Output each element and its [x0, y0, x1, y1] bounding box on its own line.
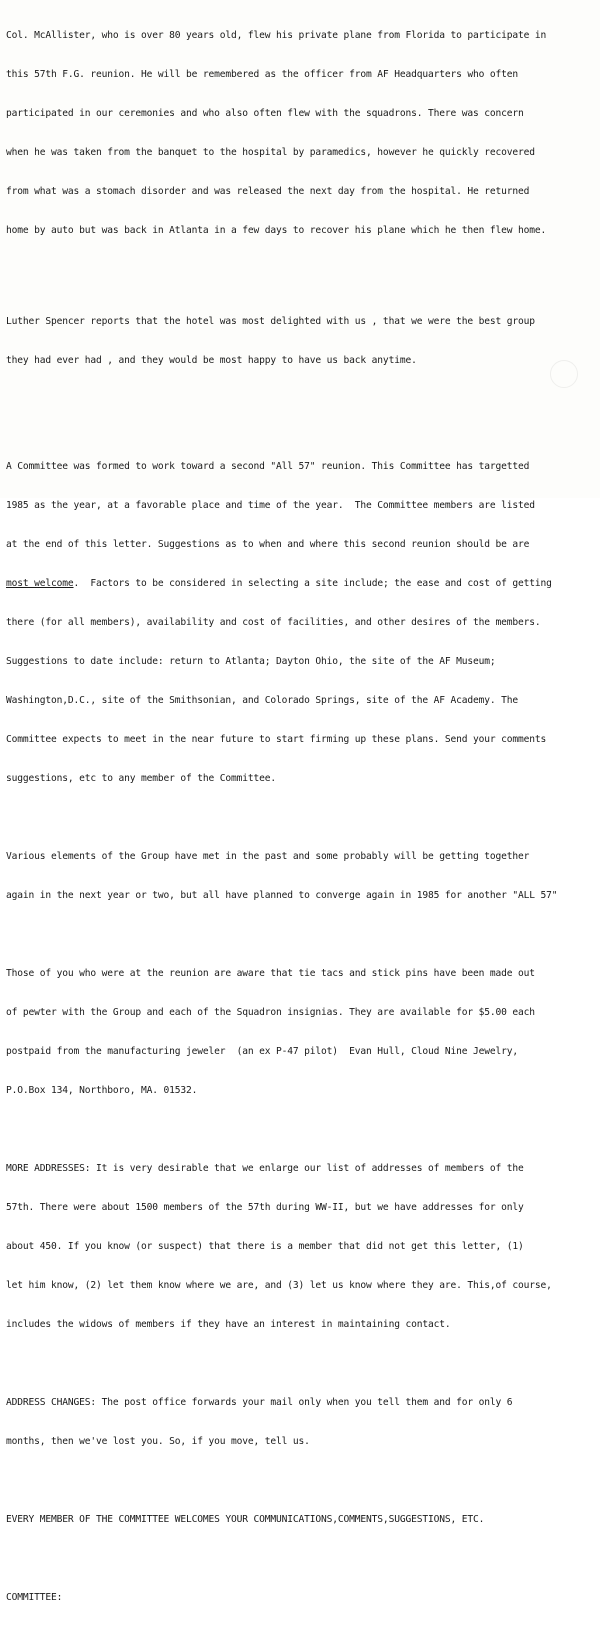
text-line: EVERY MEMBER OF THE COMMITTEE WELCOMES YOUR COMMUNICATIONS,COMMENTS,SUGGESTIONS, ETC. — [6, 1514, 485, 1525]
text-line: Luther Spencer reports that the hotel was most delighted with us , that we were the best group — [6, 316, 535, 327]
paragraph-committee — [6, 434, 600, 811]
text-line: months, then we've lost you. So, if you move, tell us. — [6, 1436, 310, 1447]
text-line: about 450. If you know (or suspect) that there is a member that did not get this letter, (1) — [6, 1241, 524, 1252]
paragraph-hotel — [6, 289, 600, 393]
paragraph-tie-tacs — [6, 941, 600, 1123]
text-line: A Committee was formed to work toward a second "All 57" reunion. This Committee has targetted — [6, 461, 530, 472]
text-line: home by auto but was back in Atlanta in a few days to recover his plane which he then flew home. — [6, 225, 547, 236]
paragraph-gap — [6, 811, 600, 824]
paragraph-address-changes — [6, 1370, 600, 1474]
text-line: participated in our ceremonies and who also often flew with the squadrons. There was concern — [6, 108, 524, 119]
paragraph-gap — [6, 928, 600, 941]
paragraph-gap — [6, 1474, 600, 1487]
text-line: Col. McAllister, who is over 80 years old, flew his private plane from Florida to participate in — [6, 30, 547, 41]
text-line: again in the next year or two, but all have planned to converge again in 1985 for another "ALL 57" — [6, 890, 558, 901]
text-line: they had ever had , and they would be most happy to have us back anytime. — [6, 355, 417, 366]
paragraph-welcome — [6, 1487, 600, 1552]
paragraph-gap — [6, 1357, 600, 1370]
text-line: when he was taken from the banquet to the hospital by paramedics, however he quickly recovered — [6, 147, 535, 158]
text-line: includes the widows of members if they have an interest in maintaining contact. — [6, 1319, 451, 1330]
text-line: most welcome. Factors to be considered in selecting a site include; the ease and cost of getting — [6, 578, 552, 589]
text-line: of pewter with the Group and each of the Squadron insignias. They are available for $5.00 each — [6, 1007, 535, 1018]
text-line: Suggestions to date include: return to Atlanta; Dayton Ohio, the site of the AF Museum; — [6, 656, 496, 667]
paragraph-gap — [6, 263, 600, 289]
paragraph-gap — [6, 393, 600, 421]
text-line: Washington,D.C., site of the Smithsonian, and Colorado Springs, site of the AF Academy. The — [6, 695, 518, 706]
paragraph-gap — [6, 1123, 600, 1136]
paragraph-more-addresses — [6, 1136, 600, 1357]
paragraph-gap — [6, 421, 600, 434]
text-line: postpaid from the manufacturing jeweler (an ex P-47 pilot) Evan Hull, Cloud Nine Jewelry, — [6, 1046, 518, 1057]
letter-body — [6, 3, 600, 1630]
text-line: let him know, (2) let them know where we are, and (3) let us know where they are. This,of course, — [6, 1280, 552, 1291]
paragraph-committee-heading — [6, 1565, 600, 1630]
text-line: at the end of this letter. Suggestions as to when and where this second reunion should be are — [6, 539, 530, 550]
text-line: Those of you who were at the reunion are aware that tie tacs and stick pins have been made out — [6, 968, 535, 979]
text-line: suggestions, etc to any member of the Committee. — [6, 773, 277, 784]
paragraph-mcallister — [6, 3, 600, 263]
underlined-text: most welcome — [6, 578, 74, 589]
text-line: MORE ADDRESSES: It is very desirable that we enlarge our list of addresses of members of the — [6, 1163, 524, 1174]
text-line: P.O.Box 134, Northboro, MA. 01532. — [6, 1085, 198, 1096]
text-line: COMMITTEE: — [6, 1592, 63, 1603]
text-line: Various elements of the Group have met in the past and some probably will be getting together — [6, 851, 530, 862]
text-line: there (for all members), availability and cost of facilities, and other desires of the members. — [6, 617, 541, 628]
paragraph-gap — [6, 1552, 600, 1565]
text-line: ADDRESS CHANGES: The post office forwards your mail only when you tell them and for only 6 — [6, 1397, 513, 1408]
text-line: Committee expects to meet in the near future to start firming up these plans. Send your comments — [6, 734, 547, 745]
text-line: 57th. There were about 1500 members of the 57th during WW-II, but we have addresses for only — [6, 1202, 524, 1213]
paragraph-group-elements — [6, 824, 600, 928]
text-line: from what was a stomach disorder and was released the next day from the hospital. He returned — [6, 186, 530, 197]
text-line: 1985 as the year, at a favorable place and time of the year. The Committee members are listed — [6, 500, 535, 511]
text-line: this 57th F.G. reunion. He will be remembered as the officer from AF Headquarters who often — [6, 69, 518, 80]
